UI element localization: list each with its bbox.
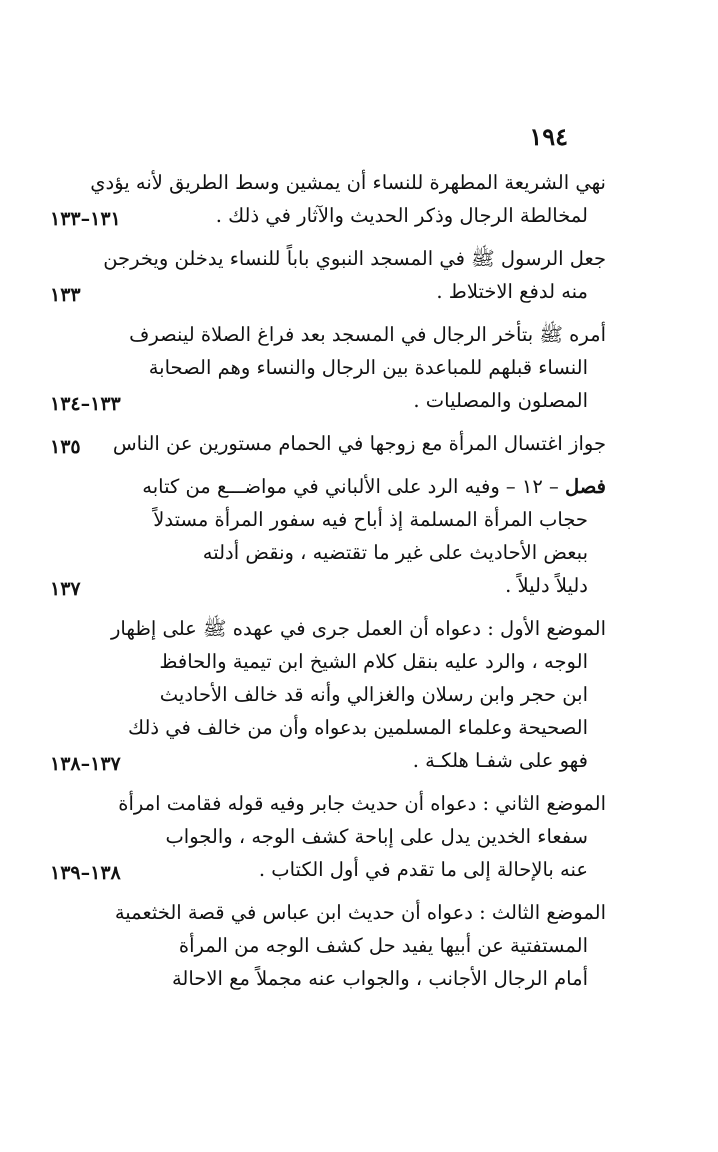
entry-line-text: – ١٢ – وفيه الرد على الألباني في مواضـــع من كتابه [142,475,559,498]
entry-line: الصحيحة وعلماء المسلمين بدعواه وأن من خالف في ذلك [128,716,588,739]
index-entry [50,896,606,995]
index-entry [50,166,606,232]
index-entry [50,612,606,777]
entry-line: لمخالطة الرجال وذكر الحديث والآثار في ذلك . [215,204,588,227]
entry-line: نهي الشريعة المطهرة للنساء أن يمشين وسط الطريق لأنه يؤدي [90,171,606,194]
entry-line: الموضع الثالث : دعواه أن حديث ابن عباس في قصة الخثعمية [114,901,606,924]
entry-line: المستفتية عن أبيها يفيد حل كشف الوجه من المرأة [178,934,588,957]
index-entry [50,427,606,460]
entry-page-range: ١٣١–١٣٣ [50,208,121,230]
index-entry [50,318,606,417]
entry-line: النساء قبلهم للمباعدة بين الرجال والنساء وهم الصحابة [148,356,588,379]
entry-line: ابن حجر وابن رسلان والغزالي وأنه قد خالف الأحاديث [159,683,588,706]
entry-text [110,612,606,777]
entry-line: الموضع الأول : دعواه أن العمل جرى في عهده ﷺ على إظهار [110,617,606,640]
entry-page-range: ١٣٧ [50,578,81,600]
entry-page-range: ١٣٥ [50,436,81,458]
entry-line: سفعاء الخدين يدل على إباحة كشف الوجه ، والجواب [165,825,588,848]
entry-text [90,166,606,232]
entry-line: جواز اغتسال المرأة مع زوجها في الحمام مستورين عن الناس [112,432,606,455]
entry-text [142,470,606,602]
index-entries [50,166,606,1005]
entry-page-range: ١٣٧–١٣٨ [50,753,121,775]
page-number: ١٩٤ [529,122,568,151]
index-entry [50,470,606,602]
entry-line: فهو على شفـا هلكـة . [412,749,588,772]
index-entry [50,242,606,308]
entry-text [112,427,606,460]
entry-page-range: ١٣٣ [50,284,81,306]
entry-line: دليلاً دليلاً . [505,574,588,597]
entry-line: ببعض الأحاديث على غير ما تقتضيه ، ونقض أدلته [202,541,588,564]
entry-page-range: ١٣٣–١٣٤ [50,393,121,415]
entry-line: أمام الرجال الأجانب ، والجواب عنه مجملاً مع الاحالة [171,967,588,990]
entry-line: حجاب المرأة المسلمة إذ أباح فيه سفور المرأة مستدلاً [153,508,588,531]
entry-text [118,787,606,886]
entry-text [114,896,606,995]
entry-line: جعل الرسول ﷺ في المسجد النبوي باباً للنساء يدخلن ويخرجن [103,247,606,270]
entry-line: منه لدفع الاختلاط . [436,280,588,303]
entry-line: عنه بالإحالة إلى ما تقدم في أول الكتاب . [258,858,588,881]
entry-line: المصلون والمصليات . [413,389,588,412]
entry-line: الوجه ، والرد عليه بنقل كلام الشيخ ابن تيمية والحافظ [159,650,588,673]
index-entry [50,787,606,886]
entry-text [129,318,606,417]
entry-line [142,470,606,503]
section-heading: فصل [565,475,606,498]
entry-text [103,242,606,308]
entry-page-range: ١٣٨–١٣٩ [50,862,121,884]
entry-line: أمره ﷺ بتأخر الرجال في المسجد بعد فراغ الصلاة لينصرف [129,323,606,346]
entry-line: الموضع الثاني : دعواه أن حديث جابر وفيه قوله فقامت امرأة [118,792,606,815]
